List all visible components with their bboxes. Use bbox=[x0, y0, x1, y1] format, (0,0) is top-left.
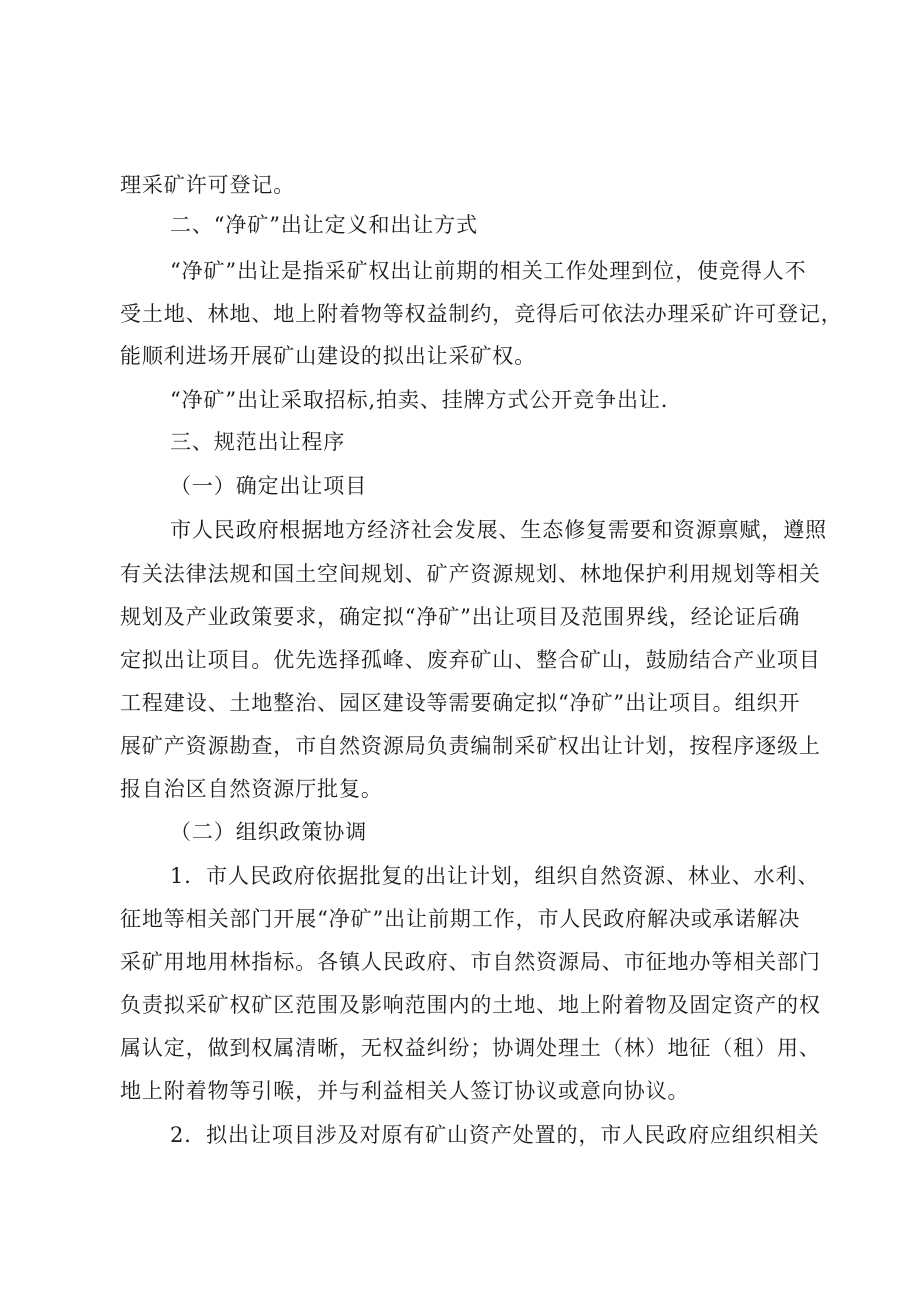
paragraph-line: 定拟出让项目。优先选择孤峰、废弃矿山、整合矿山，鼓励结合产业项目 bbox=[120, 648, 821, 672]
paragraph-line: 工程建设、土地整治、园区建设等需要确定拟“净矿”出让项目。组织开 bbox=[120, 691, 801, 715]
section-heading-3: 三、规范出让程序 bbox=[170, 430, 346, 454]
paragraph-line: 规划及产业政策要求，确定拟“净矿”出让项目及范围界线，经论证后确 bbox=[120, 605, 801, 629]
paragraph-line: 采矿用地用林指标。各镇人民政府、市自然资源局、市征地办等相关部门 bbox=[120, 950, 821, 974]
paragraph-line: 受土地、林地、地上附着物等权益制约，竞得后可依法办理采矿许可登记， bbox=[120, 302, 843, 326]
paragraph-line: “净矿”出让采取招标,拍卖、挂牌方式公开竞争出让. bbox=[170, 388, 669, 412]
paragraph-continuation-line: 理采矿许可登记。 bbox=[120, 173, 296, 197]
subsection-heading-1: （一）确定出让项目 bbox=[170, 474, 368, 498]
paragraph-line: 负责拟采矿权矿区范围及影响范围内的土地、地上附着物及固定资产的权 bbox=[120, 993, 821, 1017]
paragraph-line: “净矿”出让是指采矿权出让前期的相关工作处理到位，使竞得人不 bbox=[170, 259, 807, 283]
paragraph-line: 有关法律法规和国土空间规划、矿产资源规划、林地保护利用规划等相关 bbox=[120, 562, 821, 586]
paragraph-line: 市人民政府根据地方经济社会发展、生态修复需要和资源禀赋，遵照 bbox=[170, 518, 827, 542]
paragraph-line: 1．市人民政府依据批复的出让计划，组织自然资源、林业、水利、 bbox=[170, 864, 820, 888]
paragraph-line: 征地等相关部门开展“净矿”出让前期工作，市人民政府解决或承诺解决 bbox=[120, 907, 801, 931]
paragraph-line: 展矿产资源勘查，市自然资源局负责编制采矿权出让计划，按程序逐级上 bbox=[120, 734, 821, 758]
paragraph-line: 2．拟出让项目涉及对原有矿山资产处置的，市人民政府应组织相关 bbox=[170, 1123, 820, 1147]
paragraph-line: 能顺利进场开展矿山建设的拟出让采矿权。 bbox=[120, 344, 537, 368]
paragraph-line: 属认定，做到权属清晰，无权益纠纷；协调处理土（林）地征（租）用、 bbox=[120, 1036, 821, 1060]
subsection-heading-2: （二）组织政策协调 bbox=[170, 820, 368, 844]
section-heading-2: 二、“净矿”出让定义和出让方式 bbox=[170, 213, 478, 237]
paragraph-line: 报自治区自然资源厅批复。 bbox=[120, 777, 383, 801]
paragraph-line: 地上附着物等引喉，并与利益相关人签订协议或意向协议。 bbox=[120, 1079, 690, 1103]
